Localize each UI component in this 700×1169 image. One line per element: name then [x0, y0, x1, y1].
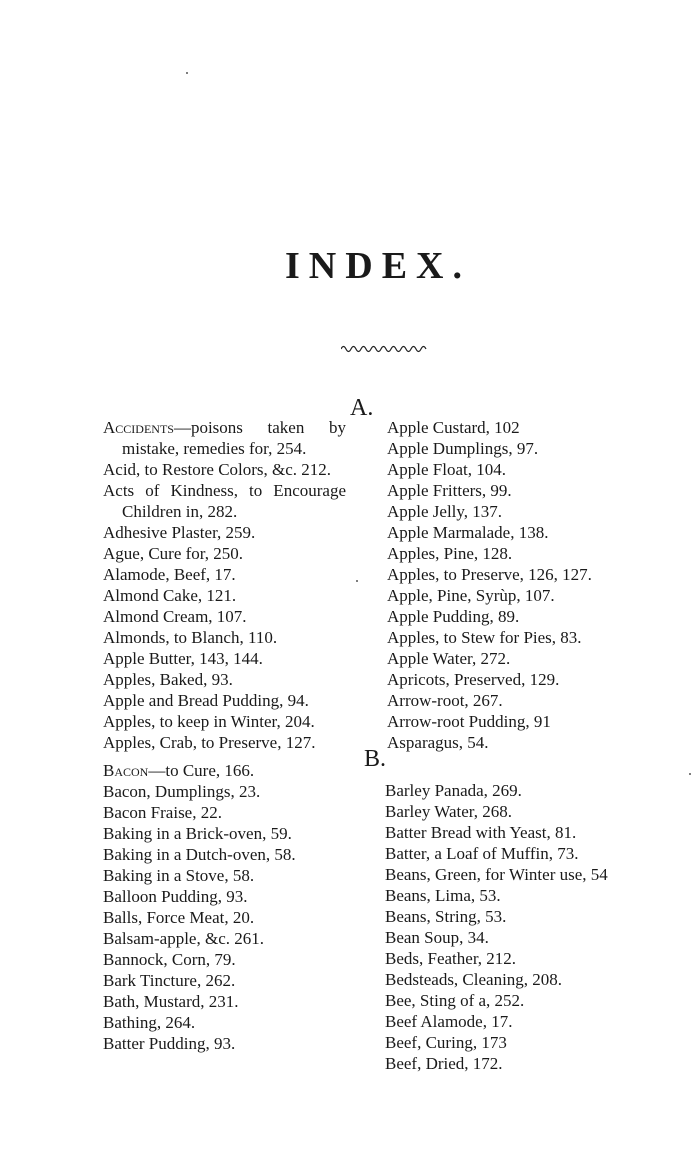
- index-entry: Apple Butter, 143, 144.: [103, 649, 263, 668]
- index-entry: Beds, Feather, 212.: [385, 949, 517, 968]
- index-entry: Barley Water, 268.: [385, 802, 512, 821]
- index-entry: Apple Fritters, 99.: [387, 481, 512, 500]
- index-entry: Balls, Force Meat, 20.: [103, 908, 255, 927]
- index-entry: Bath, Mustard, 231.: [103, 992, 239, 1011]
- index-entry: Baking in a Dutch-oven, 58.: [103, 845, 296, 864]
- index-entry: Bark Tincture, 262.: [103, 971, 236, 990]
- index-entry: Beans, String, 53.: [385, 907, 507, 926]
- index-entry: Apple Marmalade, 138.: [387, 523, 549, 542]
- index-entry: Arrow-root, 267.: [387, 691, 503, 710]
- index-entry: Batter Pudding, 93.: [103, 1034, 236, 1053]
- index-entry: Bathing, 264.: [103, 1013, 196, 1032]
- index-entry: Alamode, Beef, 17.: [103, 565, 236, 584]
- index-entry: [103, 760, 296, 781]
- index-entry: Bedsteads, Cleaning, 208.: [385, 970, 563, 989]
- index-entry-heading: Accidents: [103, 418, 174, 437]
- index-entry: Bee, Sting of a, 252.: [385, 991, 525, 1010]
- index-entry: Bean Soup, 34.: [385, 928, 489, 947]
- index-entry: Balloon Pudding, 93.: [103, 887, 248, 906]
- index-entry-text: —to Cure, 166.: [148, 761, 255, 780]
- index-entry: Arrow-root Pudding, 91: [387, 712, 551, 731]
- index-entry-heading: Bacon: [103, 761, 149, 780]
- speck: [186, 72, 188, 74]
- index-entry: Apples, to Preserve, 126, 127.: [387, 565, 592, 584]
- index-entry: Apple Water, 272.: [387, 649, 511, 668]
- index-column-a-left: [103, 417, 346, 753]
- index-entry: Acid, to Restore Colors, &c. 212.: [103, 460, 332, 479]
- index-entry: Apple Jelly, 137.: [387, 502, 503, 521]
- index-entry: Bacon Fraise, 22.: [103, 803, 222, 822]
- index-entry: Apples, to Stew for Pies, 83.: [387, 628, 582, 647]
- index-entry: Apples, to keep in Winter, 204.: [103, 712, 315, 731]
- speck: [356, 580, 358, 582]
- index-entry: Acts of Kindness, to Encourage: [103, 481, 346, 500]
- index-entry: Beans, Green, for Winter use, 54: [385, 865, 608, 884]
- index-entry: Beans, Lima, 53.: [385, 886, 501, 905]
- index-entry: Bacon, Dumplings, 23.: [103, 782, 261, 801]
- index-entry: Batter, a Loaf of Muffin, 73.: [385, 844, 579, 863]
- index-entry: Batter Bread with Yeast, 81.: [385, 823, 577, 842]
- index-entry: Apple Pudding, 89.: [387, 607, 520, 626]
- index-entry: Beef, Curing, 173: [385, 1033, 507, 1052]
- section-letter-a: A.: [350, 395, 374, 421]
- index-entry: Bannock, Corn, 79.: [103, 950, 236, 969]
- index-entry: Balsam-apple, &c. 261.: [103, 929, 264, 948]
- index-entry: Apple Custard, 102: [387, 418, 520, 437]
- index-entry: Apple, Pine, Syrùp, 107.: [387, 586, 555, 605]
- index-entry: Apples, Baked, 93.: [103, 670, 233, 689]
- index-column-a-right: [387, 417, 592, 753]
- index-entry: Asparagus, 54.: [387, 733, 489, 752]
- index-entry: Baking in a Brick-oven, 59.: [103, 824, 292, 843]
- index-entry: Apples, Crab, to Preserve, 127.: [103, 733, 316, 752]
- index-entry-text: —poisons taken by: [173, 418, 346, 437]
- index-column-b-left: [103, 760, 296, 1054]
- wavy-ornament-divider: [341, 343, 427, 353]
- index-entry: Apple and Bread Pudding, 94.: [103, 691, 309, 710]
- index-entry: Apricots, Preserved, 129.: [387, 670, 560, 689]
- index-entry: Adhesive Plaster, 259.: [103, 523, 256, 542]
- page-title: INDEX.: [285, 245, 471, 287]
- index-column-b-right: [385, 780, 608, 1074]
- index-entry: Almond Cream, 107.: [103, 607, 247, 626]
- index-entry: Almonds, to Blanch, 110.: [103, 628, 278, 647]
- index-entry: Ague, Cure for, 250.: [103, 544, 244, 563]
- index-entry: Children in, 282.: [122, 502, 238, 521]
- index-entry: mistake, remedies for, 254.: [122, 439, 307, 458]
- speck: [689, 773, 691, 775]
- index-entry: Baking in a Stove, 58.: [103, 866, 255, 885]
- section-letter-b: B.: [364, 746, 387, 772]
- index-entry: Beef, Dried, 172.: [385, 1054, 503, 1073]
- index-entry: Beef Alamode, 17.: [385, 1012, 513, 1031]
- index-entry: [103, 417, 346, 438]
- index-entry: Barley Panada, 269.: [385, 781, 522, 800]
- index-entry: Almond Cake, 121.: [103, 586, 237, 605]
- index-entry: Apple Float, 104.: [387, 460, 506, 479]
- index-entry: Apples, Pine, 128.: [387, 544, 513, 563]
- index-entry: Apple Dumplings, 97.: [387, 439, 539, 458]
